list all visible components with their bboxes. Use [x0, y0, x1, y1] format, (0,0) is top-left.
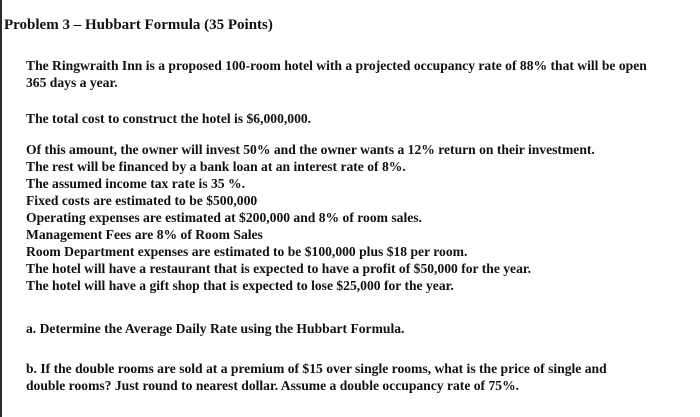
- assumption-line: The hotel will have a gift shop that is expected to lose $25,000 for the year.: [26, 278, 454, 293]
- total-cost-line: The total cost to construct the hotel is $6,000,000.: [26, 111, 312, 126]
- assumption-line: Management Fees are 8% of Room Sales: [26, 227, 263, 242]
- question-b-line-1: b. If the double rooms are sold at a premium of $15 over single rooms, what is the price of single and: [26, 361, 607, 376]
- intro-line-1: The Ringwraith Inn is a proposed 100-room hotel with a projected occupancy rate of 88% that will be open: [26, 58, 647, 73]
- assumption-line: Of this amount, the owner will invest 50% and the owner wants a 12% return on their investment.: [26, 142, 595, 157]
- total-cost-paragraph: [26, 110, 698, 127]
- question-a-line: a. Determine the Average Daily Rate using the Hubbart Formula.: [26, 321, 405, 336]
- assumption-line: The assumed income tax rate is 35 %.: [26, 176, 245, 191]
- question-b-line-2: double rooms? Just round to nearest dollar. Assume a double occupancy rate of 75%.: [26, 378, 520, 393]
- intro-paragraph: [26, 57, 698, 91]
- assumption-line: Fixed costs are estimated to be $500,000: [26, 193, 258, 208]
- assumptions-list: [26, 141, 698, 294]
- intro-line-2: 365 days a year.: [26, 75, 118, 90]
- problem-title: Problem 3 – Hubbart Formula (35 Points): [4, 17, 273, 33]
- assumption-line: Room Department expenses are estimated to be $100,000 plus $18 per room.: [26, 244, 468, 259]
- question-b: [26, 360, 698, 394]
- question-a: [26, 320, 698, 337]
- assumption-line: The hotel will have a restaurant that is expected to have a profit of $50,000 for the year.: [26, 261, 532, 276]
- assumption-line: Operating expenses are estimated at $200,000 and 8% of room sales.: [26, 210, 422, 225]
- assumption-line: The rest will be financed by a bank loan at an interest rate of 8%.: [26, 159, 406, 174]
